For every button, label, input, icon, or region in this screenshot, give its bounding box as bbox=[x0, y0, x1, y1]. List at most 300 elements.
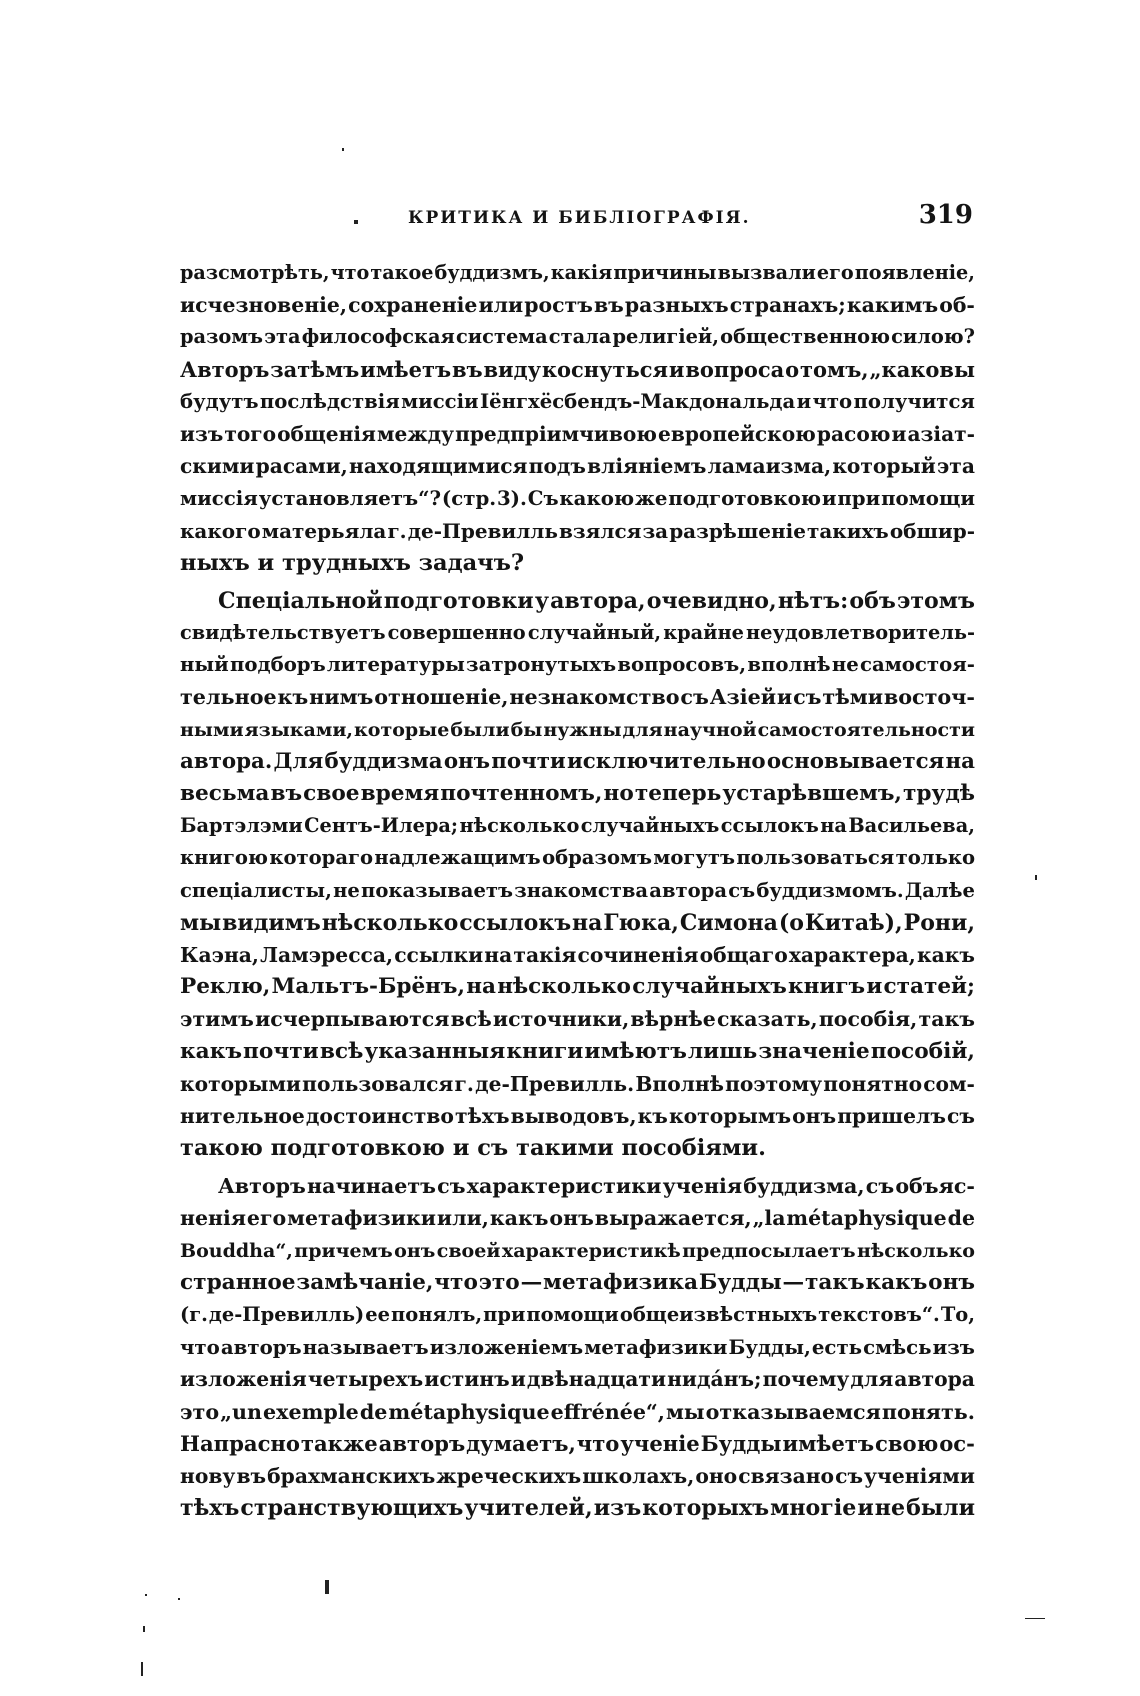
text-line bbox=[180, 971, 975, 1003]
text-line bbox=[180, 418, 975, 450]
word: въ bbox=[451, 356, 483, 382]
word: нову bbox=[180, 1463, 236, 1488]
word: автора. bbox=[180, 748, 273, 774]
word: какою bbox=[559, 486, 635, 511]
word: всѣ bbox=[450, 1007, 492, 1032]
word: ученіе bbox=[620, 1430, 700, 1456]
scan-speck bbox=[143, 1626, 145, 1632]
word: у bbox=[534, 587, 549, 614]
word: на bbox=[820, 814, 847, 838]
word: онъ bbox=[792, 1103, 837, 1128]
word: къ bbox=[637, 1103, 668, 1128]
word: изъ bbox=[180, 421, 224, 446]
word: крайне bbox=[663, 621, 744, 645]
word: Ламэресса, bbox=[260, 942, 394, 967]
word: затѣмъ bbox=[270, 356, 360, 382]
word: книгъ bbox=[788, 974, 866, 1000]
word: въ bbox=[270, 781, 303, 806]
word: подъ bbox=[528, 454, 586, 479]
text-line bbox=[180, 585, 975, 617]
word: странахъ; bbox=[729, 293, 846, 318]
word: ненія bbox=[180, 1206, 246, 1231]
word: указанныя bbox=[364, 1038, 506, 1064]
word: весьма bbox=[180, 781, 270, 806]
word: странствующихъ bbox=[240, 1495, 464, 1522]
word: почти bbox=[243, 1038, 319, 1064]
word: появленіе, bbox=[854, 261, 975, 284]
word: надлежащимъ bbox=[374, 846, 541, 870]
page-number: 319 bbox=[918, 200, 973, 230]
word: тѣхъ bbox=[455, 1103, 510, 1128]
word: брахманскихъ bbox=[267, 1463, 436, 1488]
word: exemple bbox=[263, 1399, 359, 1424]
word: автора, bbox=[550, 587, 646, 614]
word: Іёнгхёсбендъ-Макдональда bbox=[479, 389, 796, 413]
word: имѣетъ bbox=[360, 356, 452, 382]
word: г. bbox=[454, 1071, 474, 1096]
scan-speck bbox=[1035, 875, 1037, 880]
word: Будды bbox=[698, 1269, 782, 1295]
word: многіе bbox=[770, 1495, 857, 1522]
word: которымъ bbox=[668, 1103, 792, 1128]
text-line bbox=[180, 617, 975, 649]
word: случайный, bbox=[527, 621, 662, 645]
word: замѣчаніе, bbox=[296, 1269, 434, 1295]
word: métaphysique bbox=[786, 1206, 947, 1231]
word: отказываемся bbox=[705, 1399, 881, 1424]
word: де-Превилль) bbox=[208, 1303, 365, 1326]
word: теперь bbox=[634, 781, 722, 806]
word: нужны bbox=[543, 718, 622, 741]
word: предпріимчивою bbox=[455, 421, 657, 446]
word: „каковы bbox=[869, 356, 975, 382]
word: изъ bbox=[593, 1495, 642, 1522]
word: расою bbox=[816, 421, 891, 446]
word: ссылокъ bbox=[459, 909, 572, 936]
word: вопроса bbox=[685, 356, 785, 382]
word: Авторъ bbox=[180, 356, 270, 382]
word: То, bbox=[940, 1303, 975, 1326]
text-line bbox=[180, 289, 975, 321]
word: буддизма, bbox=[743, 1174, 865, 1199]
text-line bbox=[180, 1267, 975, 1299]
word: это bbox=[180, 1399, 220, 1424]
text-line bbox=[180, 450, 975, 482]
text-line bbox=[180, 1460, 975, 1492]
word: — bbox=[520, 1269, 543, 1295]
text-line bbox=[180, 1396, 975, 1428]
word: какъ bbox=[916, 942, 975, 967]
word: виду bbox=[483, 356, 542, 382]
word: истинъ bbox=[424, 1367, 510, 1392]
word: ученія bbox=[662, 1174, 743, 1199]
word: какъ bbox=[180, 1038, 242, 1064]
text-line bbox=[180, 1235, 975, 1267]
word: отношеніе, bbox=[374, 685, 509, 710]
word: съ bbox=[793, 685, 822, 710]
word: европейскою bbox=[658, 421, 816, 446]
scan-speck bbox=[325, 1580, 329, 1594]
word: съ bbox=[728, 878, 756, 902]
word: связано bbox=[738, 1463, 835, 1488]
word: метафизика bbox=[543, 1269, 698, 1295]
word: школахъ, bbox=[582, 1463, 695, 1488]
paragraph-3 bbox=[180, 1170, 975, 1524]
word: подготовки bbox=[383, 587, 534, 614]
word: понялъ, bbox=[391, 1303, 483, 1326]
text-line bbox=[180, 1170, 975, 1202]
word: есть bbox=[811, 1335, 863, 1360]
text-line bbox=[180, 649, 975, 681]
word: Азіей bbox=[709, 685, 777, 710]
word: находящимися bbox=[349, 454, 528, 479]
word: имѣютъ bbox=[584, 1038, 687, 1064]
word: тѣми bbox=[822, 685, 884, 710]
word: Рони, bbox=[903, 909, 975, 936]
word: метафизики bbox=[287, 1206, 436, 1231]
word: будутъ bbox=[180, 389, 259, 413]
word: не bbox=[874, 1495, 906, 1522]
word: Далѣе bbox=[904, 878, 975, 902]
text-line bbox=[180, 746, 975, 778]
word: литературы bbox=[326, 653, 465, 677]
word: видимъ bbox=[222, 909, 321, 936]
word: вопросовъ, bbox=[617, 653, 747, 677]
word: на bbox=[484, 942, 513, 967]
word: оно bbox=[695, 1463, 738, 1488]
word: такое bbox=[370, 261, 434, 284]
text-line bbox=[180, 482, 975, 514]
word: „un bbox=[220, 1399, 262, 1424]
word: Будды bbox=[700, 1430, 782, 1456]
text-line: ныхъ и трудныхъ задачъ? bbox=[180, 549, 525, 576]
word: г. bbox=[387, 518, 407, 543]
word: устарѣвшемъ, bbox=[722, 781, 902, 806]
text-line bbox=[180, 939, 975, 971]
word: о bbox=[785, 356, 800, 382]
word: понять. bbox=[881, 1399, 975, 1424]
word: (о bbox=[778, 909, 804, 936]
word: исключительно bbox=[566, 748, 766, 774]
word: или, bbox=[436, 1206, 489, 1231]
word: выводовъ, bbox=[510, 1103, 637, 1128]
word: выражается, bbox=[594, 1206, 752, 1231]
word: общеизвѣстныхъ bbox=[619, 1303, 818, 1326]
word: сом- bbox=[923, 1071, 975, 1096]
word: онъ bbox=[443, 748, 491, 774]
word: об- bbox=[939, 293, 975, 318]
word: разсмотрѣть, bbox=[180, 261, 330, 284]
word: показываетъ bbox=[361, 878, 514, 902]
word: буддизма bbox=[324, 748, 443, 774]
word: думаетъ, bbox=[466, 1430, 576, 1456]
word: изъ bbox=[932, 1335, 975, 1360]
word: значеніе bbox=[758, 1038, 870, 1064]
word: ее bbox=[365, 1303, 390, 1326]
word: какимъ bbox=[846, 293, 939, 318]
word: Мальтъ-Брёнъ, bbox=[271, 974, 465, 1000]
word: почти bbox=[491, 748, 566, 774]
word: объяс- bbox=[895, 1174, 975, 1199]
text-line bbox=[180, 257, 975, 289]
word: также bbox=[300, 1430, 378, 1456]
word: ростъ bbox=[524, 293, 593, 318]
word: начинаетъ bbox=[307, 1174, 436, 1199]
word: послѣдствія bbox=[259, 389, 400, 413]
word: расами, bbox=[255, 454, 348, 479]
word: что bbox=[180, 1335, 220, 1360]
word: тѣхъ bbox=[180, 1495, 240, 1522]
word: Для bbox=[273, 748, 324, 774]
word: Китаѣ), bbox=[804, 909, 903, 936]
word: Bouddha“, bbox=[180, 1239, 293, 1262]
word: неудовлетворитель- bbox=[746, 621, 975, 645]
word: но bbox=[603, 781, 634, 806]
word: Вполнѣ bbox=[635, 1071, 724, 1096]
word: къ bbox=[277, 685, 309, 710]
word: котораго bbox=[269, 846, 374, 870]
word: Авторъ bbox=[218, 1174, 306, 1199]
word: автора bbox=[894, 1367, 975, 1392]
word: съ bbox=[947, 1103, 975, 1128]
text-line bbox=[180, 386, 975, 418]
word: вліяніемъ bbox=[587, 454, 707, 479]
word: жреческихъ bbox=[436, 1463, 582, 1488]
word: его bbox=[246, 1206, 287, 1231]
word: при bbox=[837, 486, 881, 511]
word: книгою bbox=[180, 846, 268, 870]
word: помощи bbox=[881, 486, 975, 511]
word: разныхъ bbox=[624, 293, 729, 318]
body-text bbox=[180, 257, 975, 1524]
word: образомъ bbox=[542, 846, 652, 870]
word: эта bbox=[264, 325, 301, 349]
word: характеристики bbox=[466, 1174, 662, 1199]
word: предпосылаетъ bbox=[682, 1239, 856, 1262]
word: это bbox=[478, 1269, 520, 1295]
word: только bbox=[895, 846, 975, 870]
word: того bbox=[224, 421, 277, 446]
word: Бартэлэми bbox=[180, 814, 303, 838]
word: учителей, bbox=[464, 1495, 593, 1522]
word: скими bbox=[180, 454, 255, 479]
word: пришелъ bbox=[837, 1103, 946, 1128]
text-line bbox=[180, 907, 975, 939]
running-title: КРИТИКА И БИБЛІОГРАФІЯ. bbox=[408, 208, 751, 228]
word: и bbox=[866, 974, 883, 1000]
word: между bbox=[376, 421, 455, 446]
text-line: такою подготовкою и съ такими пособіями. bbox=[180, 1135, 766, 1162]
word: свидѣтельствуетъ bbox=[180, 621, 386, 645]
word: буддизмомъ. bbox=[756, 878, 904, 902]
word: вызвали bbox=[717, 261, 816, 284]
word: и bbox=[796, 389, 812, 413]
word: были bbox=[450, 718, 510, 741]
word: буддизмъ, bbox=[434, 261, 550, 284]
word: который bbox=[832, 454, 936, 479]
word: тельное bbox=[180, 685, 277, 710]
word: которыхъ bbox=[642, 1495, 770, 1522]
word: азіат- bbox=[907, 421, 975, 446]
word: разрѣшеніе bbox=[669, 518, 806, 543]
word: мы bbox=[180, 909, 222, 936]
word: какого bbox=[180, 518, 261, 543]
word: какъ bbox=[865, 1269, 928, 1295]
word: ос- bbox=[939, 1430, 975, 1456]
word: онъ bbox=[394, 1239, 436, 1262]
word: объ bbox=[849, 587, 896, 614]
word: общественною bbox=[720, 325, 890, 349]
text-line bbox=[180, 1492, 975, 1524]
word: самостоятельности bbox=[757, 718, 975, 741]
word: на bbox=[945, 748, 975, 774]
word: поэтому bbox=[725, 1071, 823, 1096]
word: de bbox=[947, 1206, 975, 1231]
word: могутъ bbox=[653, 846, 735, 870]
word: métaphysique bbox=[388, 1399, 550, 1424]
word: и bbox=[891, 421, 907, 446]
word: съ bbox=[680, 685, 709, 710]
word: Съ bbox=[527, 486, 559, 511]
word: миссіи bbox=[401, 389, 479, 413]
word: изложенія bbox=[180, 1367, 307, 1392]
word: пользовался bbox=[302, 1071, 454, 1096]
word: (г. bbox=[180, 1303, 208, 1326]
word: метафизики bbox=[584, 1335, 728, 1360]
text-line bbox=[180, 1202, 975, 1234]
word: сочиненія bbox=[577, 942, 699, 967]
word: при bbox=[483, 1303, 526, 1326]
word: статей; bbox=[883, 974, 975, 1000]
word: нѣтъ: bbox=[777, 587, 849, 614]
text-line bbox=[180, 1100, 975, 1132]
text-line bbox=[180, 515, 975, 547]
word: Васильева, bbox=[848, 814, 975, 838]
word: Каэна, bbox=[180, 942, 259, 967]
word: характера, bbox=[788, 942, 916, 967]
text-line bbox=[180, 842, 975, 874]
word: научной bbox=[663, 718, 757, 741]
text-line bbox=[180, 681, 975, 713]
text-line bbox=[180, 321, 975, 353]
word: въ bbox=[593, 293, 624, 318]
word: трудѣ bbox=[903, 781, 975, 806]
word: изложеніемъ bbox=[429, 1335, 584, 1360]
word: свою bbox=[874, 1430, 939, 1456]
word: бы bbox=[510, 718, 543, 741]
word: съ bbox=[865, 1174, 895, 1199]
text-line bbox=[180, 810, 975, 842]
word: книги bbox=[506, 1038, 584, 1064]
word: подборъ bbox=[229, 653, 326, 677]
word: лишь bbox=[687, 1038, 758, 1064]
word: силою? bbox=[891, 325, 975, 349]
word: характеристикѣ bbox=[501, 1239, 681, 1262]
word: разомъ bbox=[180, 325, 264, 349]
word: общаго bbox=[699, 942, 788, 967]
word: нѣсколько bbox=[497, 974, 631, 1000]
word: въ bbox=[236, 1463, 267, 1488]
word: для bbox=[622, 718, 663, 741]
word: случайныхъ bbox=[632, 974, 787, 1000]
word: нидáнъ; bbox=[667, 1367, 762, 1392]
text-line bbox=[180, 1428, 975, 1460]
word: вѣрнѣе bbox=[630, 1007, 716, 1032]
word: общенія bbox=[277, 421, 376, 446]
word: помощи bbox=[526, 1303, 619, 1326]
text-line bbox=[180, 1068, 975, 1100]
text-line bbox=[180, 1363, 975, 1395]
word: авторъ bbox=[378, 1430, 466, 1456]
word: ссылокъ bbox=[720, 814, 819, 838]
word: де-Превилль. bbox=[475, 1071, 635, 1096]
scan-speck bbox=[342, 148, 344, 151]
text-line bbox=[180, 1331, 975, 1363]
word: и bbox=[776, 685, 793, 710]
word: подготовкою bbox=[668, 486, 822, 511]
word: и bbox=[821, 486, 837, 511]
text-line bbox=[180, 1036, 975, 1068]
word: de bbox=[359, 1399, 388, 1424]
word: текстовъ“. bbox=[818, 1303, 940, 1326]
word: самостоя- bbox=[860, 653, 975, 677]
word: имѣетъ bbox=[782, 1430, 875, 1456]
word: для bbox=[850, 1367, 894, 1392]
word: какія bbox=[550, 261, 613, 284]
word: восточ- bbox=[883, 685, 975, 710]
word: авторъ bbox=[220, 1335, 302, 1360]
word: своей bbox=[436, 1239, 501, 1262]
word: ными bbox=[180, 718, 244, 741]
word: очевидно, bbox=[646, 587, 777, 614]
text-line bbox=[180, 778, 975, 810]
word: и bbox=[668, 356, 685, 382]
word: такихъ bbox=[806, 518, 889, 543]
word: де-Превилль bbox=[407, 518, 558, 543]
word: „la bbox=[752, 1206, 786, 1231]
word: Будды, bbox=[728, 1335, 811, 1360]
text-line bbox=[180, 1003, 975, 1035]
word: такія bbox=[513, 942, 577, 967]
word: двѣнадцати bbox=[526, 1367, 666, 1392]
word: томъ, bbox=[800, 356, 869, 382]
text-line bbox=[180, 354, 975, 386]
word: ученіями bbox=[864, 1463, 975, 1488]
word: спеціалисты, bbox=[180, 878, 332, 902]
word: мы bbox=[666, 1399, 705, 1424]
word: что bbox=[576, 1430, 620, 1456]
word: причемъ bbox=[294, 1239, 393, 1262]
word: или bbox=[478, 293, 524, 318]
word: и bbox=[510, 1367, 526, 1392]
paragraph-2 bbox=[180, 585, 975, 1164]
word: странное bbox=[180, 1269, 296, 1295]
word: достоинство bbox=[305, 1103, 454, 1128]
word: смѣсь bbox=[863, 1335, 932, 1360]
word: философская bbox=[301, 325, 455, 349]
word: же bbox=[634, 486, 668, 511]
word: исчезновеніе, bbox=[180, 293, 347, 318]
word: нѣсколько bbox=[856, 1239, 975, 1262]
word: исчерпываются bbox=[255, 1007, 450, 1032]
word: онъ bbox=[928, 1269, 975, 1295]
word: на bbox=[572, 909, 603, 936]
word: свое bbox=[303, 781, 360, 806]
word: не bbox=[831, 653, 859, 677]
word: ссылки bbox=[394, 942, 484, 967]
word: установляетъ“? bbox=[258, 486, 442, 511]
word: сохраненіе bbox=[348, 293, 478, 318]
